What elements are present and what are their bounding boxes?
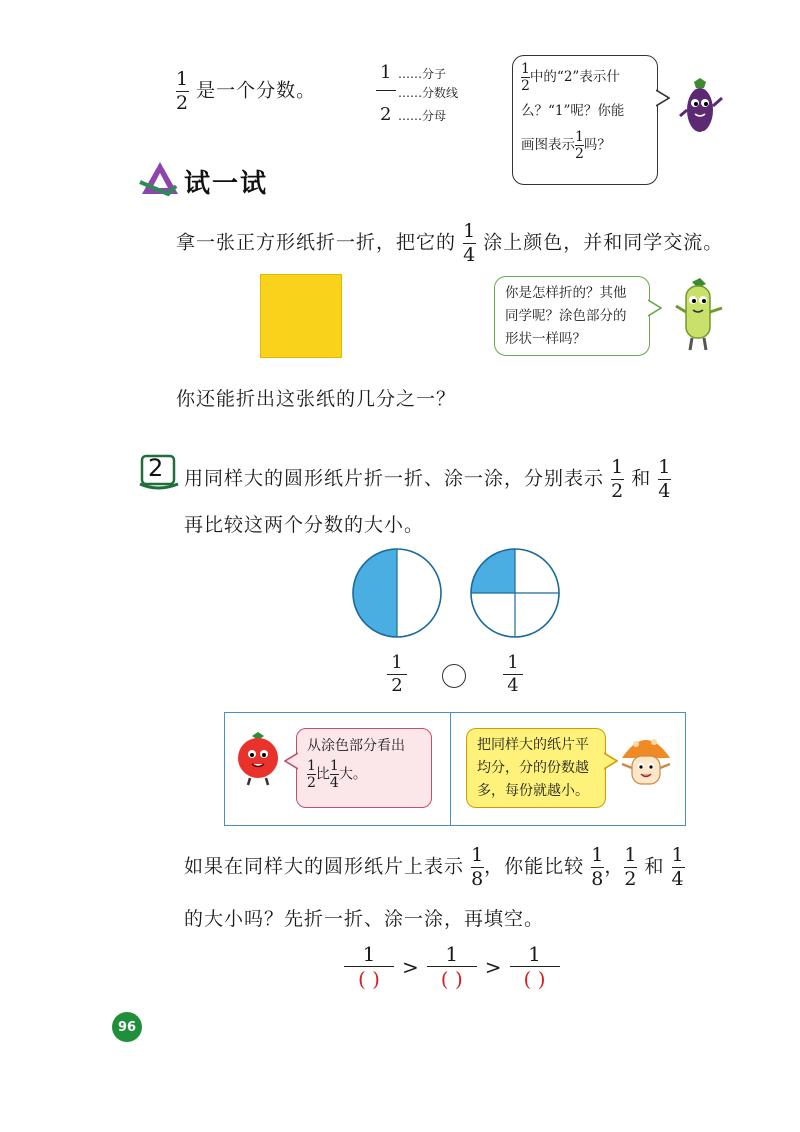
denominator-blank[interactable]: ( ) bbox=[358, 967, 380, 991]
instruction-fraction bbox=[463, 222, 476, 265]
comparison-fraction-3 bbox=[510, 944, 560, 989]
eighths-line2: 的大小吗？先折一折、涂一涂，再填空。 bbox=[184, 908, 545, 930]
denominator: 4 bbox=[671, 868, 685, 890]
bubble-line-1: 从涂色部分看出 bbox=[307, 738, 405, 754]
denominator-blank[interactable]: ( ) bbox=[523, 967, 546, 991]
bubble-fraction bbox=[307, 759, 316, 790]
numerator: 1 bbox=[528, 942, 541, 966]
denominator: 4 bbox=[658, 480, 672, 502]
numerator: 1 bbox=[611, 456, 625, 478]
bubble-tail bbox=[648, 298, 662, 318]
bubble-tail bbox=[656, 88, 670, 108]
example-text: 和 bbox=[631, 467, 652, 490]
comparison-blank-circle[interactable] bbox=[442, 664, 466, 688]
bubble-fraction bbox=[575, 130, 584, 161]
set-square-icon bbox=[138, 158, 182, 198]
circle-quarter-shaded bbox=[468, 546, 562, 640]
tomato-mascot-icon bbox=[234, 730, 282, 786]
bubble-line-1: 你是怎样折的？其他 bbox=[505, 285, 627, 301]
page-number-badge bbox=[112, 1012, 142, 1042]
numerator: 1 bbox=[463, 220, 477, 242]
fraction-eighth bbox=[591, 846, 604, 889]
fraction-quarter bbox=[658, 458, 671, 501]
fold-question: 你还能折出这张纸的几分之一？ bbox=[176, 388, 457, 410]
bubble-line-3: 形状一样吗？ bbox=[505, 331, 586, 347]
numerator: 1 bbox=[507, 652, 519, 673]
diagram-numerator: 1 bbox=[380, 62, 392, 83]
numerator: 1 bbox=[671, 844, 685, 866]
eighths-text: 和 bbox=[644, 855, 665, 878]
try-section-title: 试一试 bbox=[184, 169, 269, 199]
label-fraction bbox=[387, 654, 407, 695]
comparison-fraction-2 bbox=[427, 944, 477, 989]
numerator: 1 bbox=[624, 844, 638, 866]
denominator-blank[interactable]: ( ) bbox=[440, 967, 463, 991]
eighths-text: 如果在同样大的圆形纸片上表示 bbox=[184, 855, 465, 878]
diagram-numerator-label: ……分子 bbox=[398, 67, 447, 81]
eggplant-mascot-icon bbox=[676, 76, 726, 140]
speech-bubble-compare bbox=[296, 728, 432, 808]
numerator: 1 bbox=[391, 652, 403, 673]
instruction-text: 拿一张正方形纸折一折，把它的 bbox=[176, 231, 457, 254]
numerator: 1 bbox=[471, 844, 485, 866]
denominator: 4 bbox=[507, 675, 519, 696]
bubble-line-1 bbox=[521, 60, 649, 94]
intro-line bbox=[176, 70, 316, 113]
circle-label-half bbox=[387, 654, 407, 695]
numerator: 1 bbox=[307, 758, 316, 774]
denominator: 2 bbox=[575, 146, 584, 162]
numerator: 1 bbox=[521, 61, 530, 77]
speech-bubble-top bbox=[512, 55, 658, 185]
bubble-text: 中的“2”表示什 bbox=[529, 69, 620, 85]
bubble-line-3: 多，每份就越小。 bbox=[477, 783, 589, 799]
fraction-quarter bbox=[672, 846, 685, 889]
bubble-line-2: 均分，分的份数越 bbox=[477, 760, 589, 776]
numerator: 1 bbox=[176, 68, 190, 90]
denominator: 2 bbox=[307, 775, 316, 791]
intro-text: 是一个分数。 bbox=[196, 79, 317, 102]
bubble-fraction bbox=[330, 759, 339, 790]
denominator: 8 bbox=[471, 868, 485, 890]
example2-line1 bbox=[184, 458, 671, 501]
yellow-square-paper bbox=[260, 274, 342, 358]
bubble-tail bbox=[284, 752, 298, 770]
speech-bubble-rule bbox=[466, 728, 606, 808]
greater-than-sign: > bbox=[484, 954, 502, 979]
bubble-line-1: 把同样大的纸片平 bbox=[477, 737, 589, 753]
page-number: 96 bbox=[117, 1019, 137, 1035]
fraction-parts-diagram bbox=[376, 62, 506, 132]
example2-line2: 再比较这两个分数的大小。 bbox=[184, 514, 425, 536]
numerator: 1 bbox=[445, 942, 459, 966]
bubble-line-2: 么？“1”呢？你能 bbox=[521, 103, 625, 119]
denominator: 2 bbox=[391, 675, 403, 696]
discussion-divider bbox=[450, 712, 451, 826]
denominator: 4 bbox=[329, 775, 339, 791]
mushroom-mascot-icon bbox=[616, 728, 676, 792]
fraction-half bbox=[624, 846, 637, 889]
eighths-text: ，你能比较 bbox=[484, 855, 585, 878]
example-text: 用同样大的圆形纸片折一折、涂一涂，分别表示 bbox=[184, 467, 605, 490]
bubble-line-3 bbox=[521, 128, 649, 162]
comparison-fraction-1 bbox=[344, 944, 394, 989]
denominator: 4 bbox=[463, 244, 477, 266]
numerator: 1 bbox=[362, 942, 376, 966]
bubble-text: 吗？ bbox=[583, 137, 611, 153]
speech-bubble-fold bbox=[494, 276, 650, 356]
diagram-fraction-line bbox=[376, 90, 396, 91]
intro-fraction bbox=[176, 70, 189, 113]
denominator: 8 bbox=[591, 868, 605, 890]
bubble-text: 比 bbox=[315, 766, 330, 783]
circle-label-quarter bbox=[503, 654, 523, 695]
numerator: 1 bbox=[575, 129, 584, 145]
eighths-text: ， bbox=[604, 855, 625, 878]
diagram-denominator-label: ……分母 bbox=[398, 109, 447, 123]
fraction-eighth bbox=[471, 846, 484, 889]
numerator: 1 bbox=[591, 844, 605, 866]
eighths-line1 bbox=[184, 846, 685, 889]
vegetable-mascot-icon bbox=[672, 278, 726, 352]
fraction-half bbox=[611, 458, 624, 501]
numerator: 1 bbox=[329, 758, 339, 774]
bubble-text: 画图表示 bbox=[521, 137, 575, 153]
comparison-row bbox=[344, 944, 560, 989]
bubble-fraction bbox=[521, 62, 530, 93]
numerator: 1 bbox=[658, 456, 672, 478]
circle-half-shaded bbox=[350, 546, 444, 640]
bubble-line-2: 同学呢？涂色部分的 bbox=[505, 308, 627, 324]
greater-than-sign: > bbox=[402, 954, 419, 979]
try-instruction bbox=[176, 222, 723, 265]
example-number: 2 bbox=[148, 454, 164, 482]
bubble-line-2 bbox=[307, 759, 421, 790]
denominator: 2 bbox=[521, 78, 530, 94]
denominator: 2 bbox=[176, 92, 190, 114]
label-fraction bbox=[503, 654, 523, 695]
diagram-denominator: 2 bbox=[380, 104, 392, 125]
denominator: 2 bbox=[624, 868, 638, 890]
denominator: 2 bbox=[611, 480, 625, 502]
bubble-text: 大。 bbox=[338, 766, 367, 783]
diagram-line-label: ……分数线 bbox=[398, 86, 459, 100]
instruction-text: 涂上颜色，并和同学交流。 bbox=[483, 231, 724, 254]
